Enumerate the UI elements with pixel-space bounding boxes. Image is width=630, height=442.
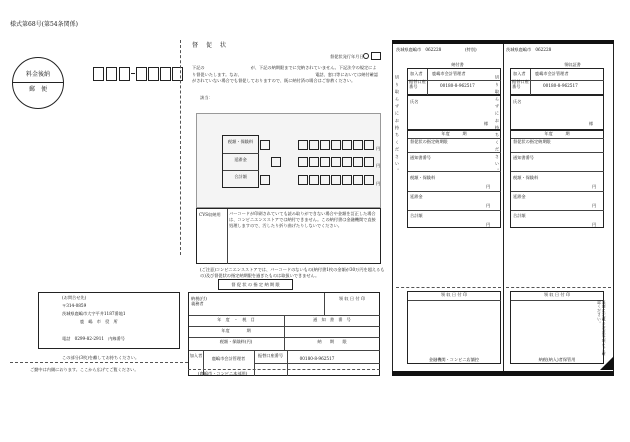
grid-period: 年度 期 [221,328,251,333]
slip-left-special: (特別) [465,47,477,52]
grid-notice-number: 通 知 書 番 号 [313,317,351,322]
payer-grid [188,292,380,376]
slip-right-vertical-note: 切り取らずにお持ちください。 [495,75,501,176]
slip-left-addressee: 鹿嶋市会計管理者 [432,71,466,76]
slip-left-tax-label: 税額・保険料 [410,175,436,180]
issue-date-label: 督促状発行年月日 [330,54,364,59]
payer-label: 納税(付) 義務者 [191,296,207,307]
slip-left-receipt-label: 領 収 日 付 印 [440,292,468,297]
issue-date-field [371,52,381,60]
slip-right-total-label: 合計額 [513,213,526,218]
inquiry-address: 茨城県鹿嶋市大字平井1187番地1 [62,311,126,316]
slip-left-late-label: 延滞金 [410,194,423,199]
slip-right-late-yen: 円 [592,203,597,208]
amount-row-total: 合計額 [234,174,247,179]
slip-right-addressee: 鹿嶋市会計管理者 [535,71,569,76]
slip-left-title: 納付書 [451,62,464,67]
notice-body: 下記の が、下記の納期限までに完納されていません。下記法令の規定により督促いたします。なお、 電話、窓口等においては納付確認がされていない場合でも督促しておりますので、既に納付済の場合はご容赦ください。 [192,65,379,83]
slip-left-footer: 金融機関・コンビニ店舗控 [428,357,480,362]
grid-deadline: 納 期 限 [317,339,347,344]
inquiry-phone: 電話 0299-82-2911 内線番号 [62,336,125,341]
cut-note-2: ご勤中は内側におります。ここから広げてご覧ください。 [30,367,139,372]
cut-note-1: この部分(3枚)を離してお持ちください。 [62,355,140,360]
slip-left-tax-yen: 円 [486,184,491,189]
slip-left-fiscal: 年度 期 [441,131,467,136]
total-yen: 円 [376,181,381,186]
footnote: (ご注意)コンビニエンスストアでは、バーコードのないもの(納付書1枚の金額が30万円を超えるもの)及び督促状の指定納期限を過ぎたものは取扱いできません。 [200,267,385,279]
slip-left-account-label: 振替口座番号 [409,79,426,90]
slip-left-total-label: 合計額 [410,213,423,218]
grid-addressee-name: 鹿嶋市会計管理者 [211,356,246,361]
grid-addressee-label: 加入者 [189,353,203,358]
law-label: 該当： [200,95,213,100]
issue-date-icon [363,53,369,59]
slip-right-receipt-label: 領 収 日 付 印 [543,292,571,297]
form-number: 様式第68号(第54条関係) [10,21,78,28]
slip-left-receipt-box [407,291,501,364]
slip-right-late-label: 延滞金 [513,194,526,199]
slip-right-deadline-label: 督促状の指定納期限 [513,139,551,144]
slip-left-notice-label: 通知書番号 [410,155,431,160]
slip-right-total-yen: 円 [592,222,597,227]
slip-right-bank: 茨城県鹿嶋市 062228 [506,47,552,52]
tax-yen: 円 [376,146,381,151]
slip-right-addressee-label: 加入者 [513,71,526,76]
postage-stamp [12,57,64,109]
grid-tax-amount: 税額・保険料(円) [219,339,253,344]
stamp-line1: 料金後納 [25,71,50,78]
slip-left-name-label: 氏名 [410,99,419,104]
grid-fiscal-year: 年 度 ・ 税 目 [217,317,255,322]
late-yen: 円 [376,163,381,168]
grid-account-label: 振替口座番号 [257,353,284,358]
amount-row-late: 延滞金 [234,157,247,162]
inquiry-department: 鹿 嶋 市 役 所 [80,319,118,324]
slip-right-tax-label: 税額・保険料 [513,175,539,180]
slip-left-total-yen: 円 [486,222,491,227]
amount-row-tax: 税額・保険料 [227,139,254,144]
cvs-label: CVS収納用 [199,212,221,217]
inquiry-postal: 〒314-0859 [62,303,87,308]
slip-right-footer: 納税(納入)者保管用 [538,357,576,362]
slip-left-late-yen: 円 [486,203,491,208]
receipt-date-label-main: 領 収 日 付 印 [338,296,366,301]
slip-right-tax-yen: 円 [592,184,597,189]
slip-right-receipt-box [510,291,608,364]
slip-right-side-note: 裏面に記載の注意事項をご確認ください。 [597,300,608,356]
slip-right-name-label: 氏名 [513,99,522,104]
slip-right-notice-label: 通知書番号 [513,155,534,160]
slip-right-title: 領収証書 [564,62,581,67]
slip-left-deadline-label: 督促状の指定納期限 [410,139,448,144]
inquiry-title: (お問合せ先) [62,295,87,300]
notice-title: 督 促 状 [192,42,228,49]
cut-note-3: (鹿嶋市・コンビニ本部用) [198,371,248,376]
grid-account: 00180-8-962517 [299,356,335,361]
slip-left-addressee-label: 加入者 [410,71,423,76]
deadline-label: 督 促 状 の 指 定 納 期 限 [231,282,280,287]
slip-left-vertical-note: 切り取らずにお持ちください。 [395,75,401,176]
slip-right-suffix: 様 [589,121,594,126]
cvs-text: バーコードが印刷されていても読み取りができない場合や金額を訂正した場合は、コンビニエンスストアでは納付できません。この納付書は金融機関で直接処理しますので、汚したり折り曲げたりしないでください。 [229,211,376,229]
slip-right-account-label: 振替口座番号 [512,79,529,90]
slip-left-suffix: 様 [484,121,489,126]
slip-right-fiscal: 年度 期 [544,131,570,136]
stamp-line2: 郵 便 [28,86,47,93]
slip-right-account: 00180-8-962517 [543,83,578,88]
slip-left-account: 00180-8-962517 [440,83,475,88]
slip-bottom-band [392,371,614,376]
slip-left-bank: 茨城県鹿嶋市 062228 [396,47,442,52]
